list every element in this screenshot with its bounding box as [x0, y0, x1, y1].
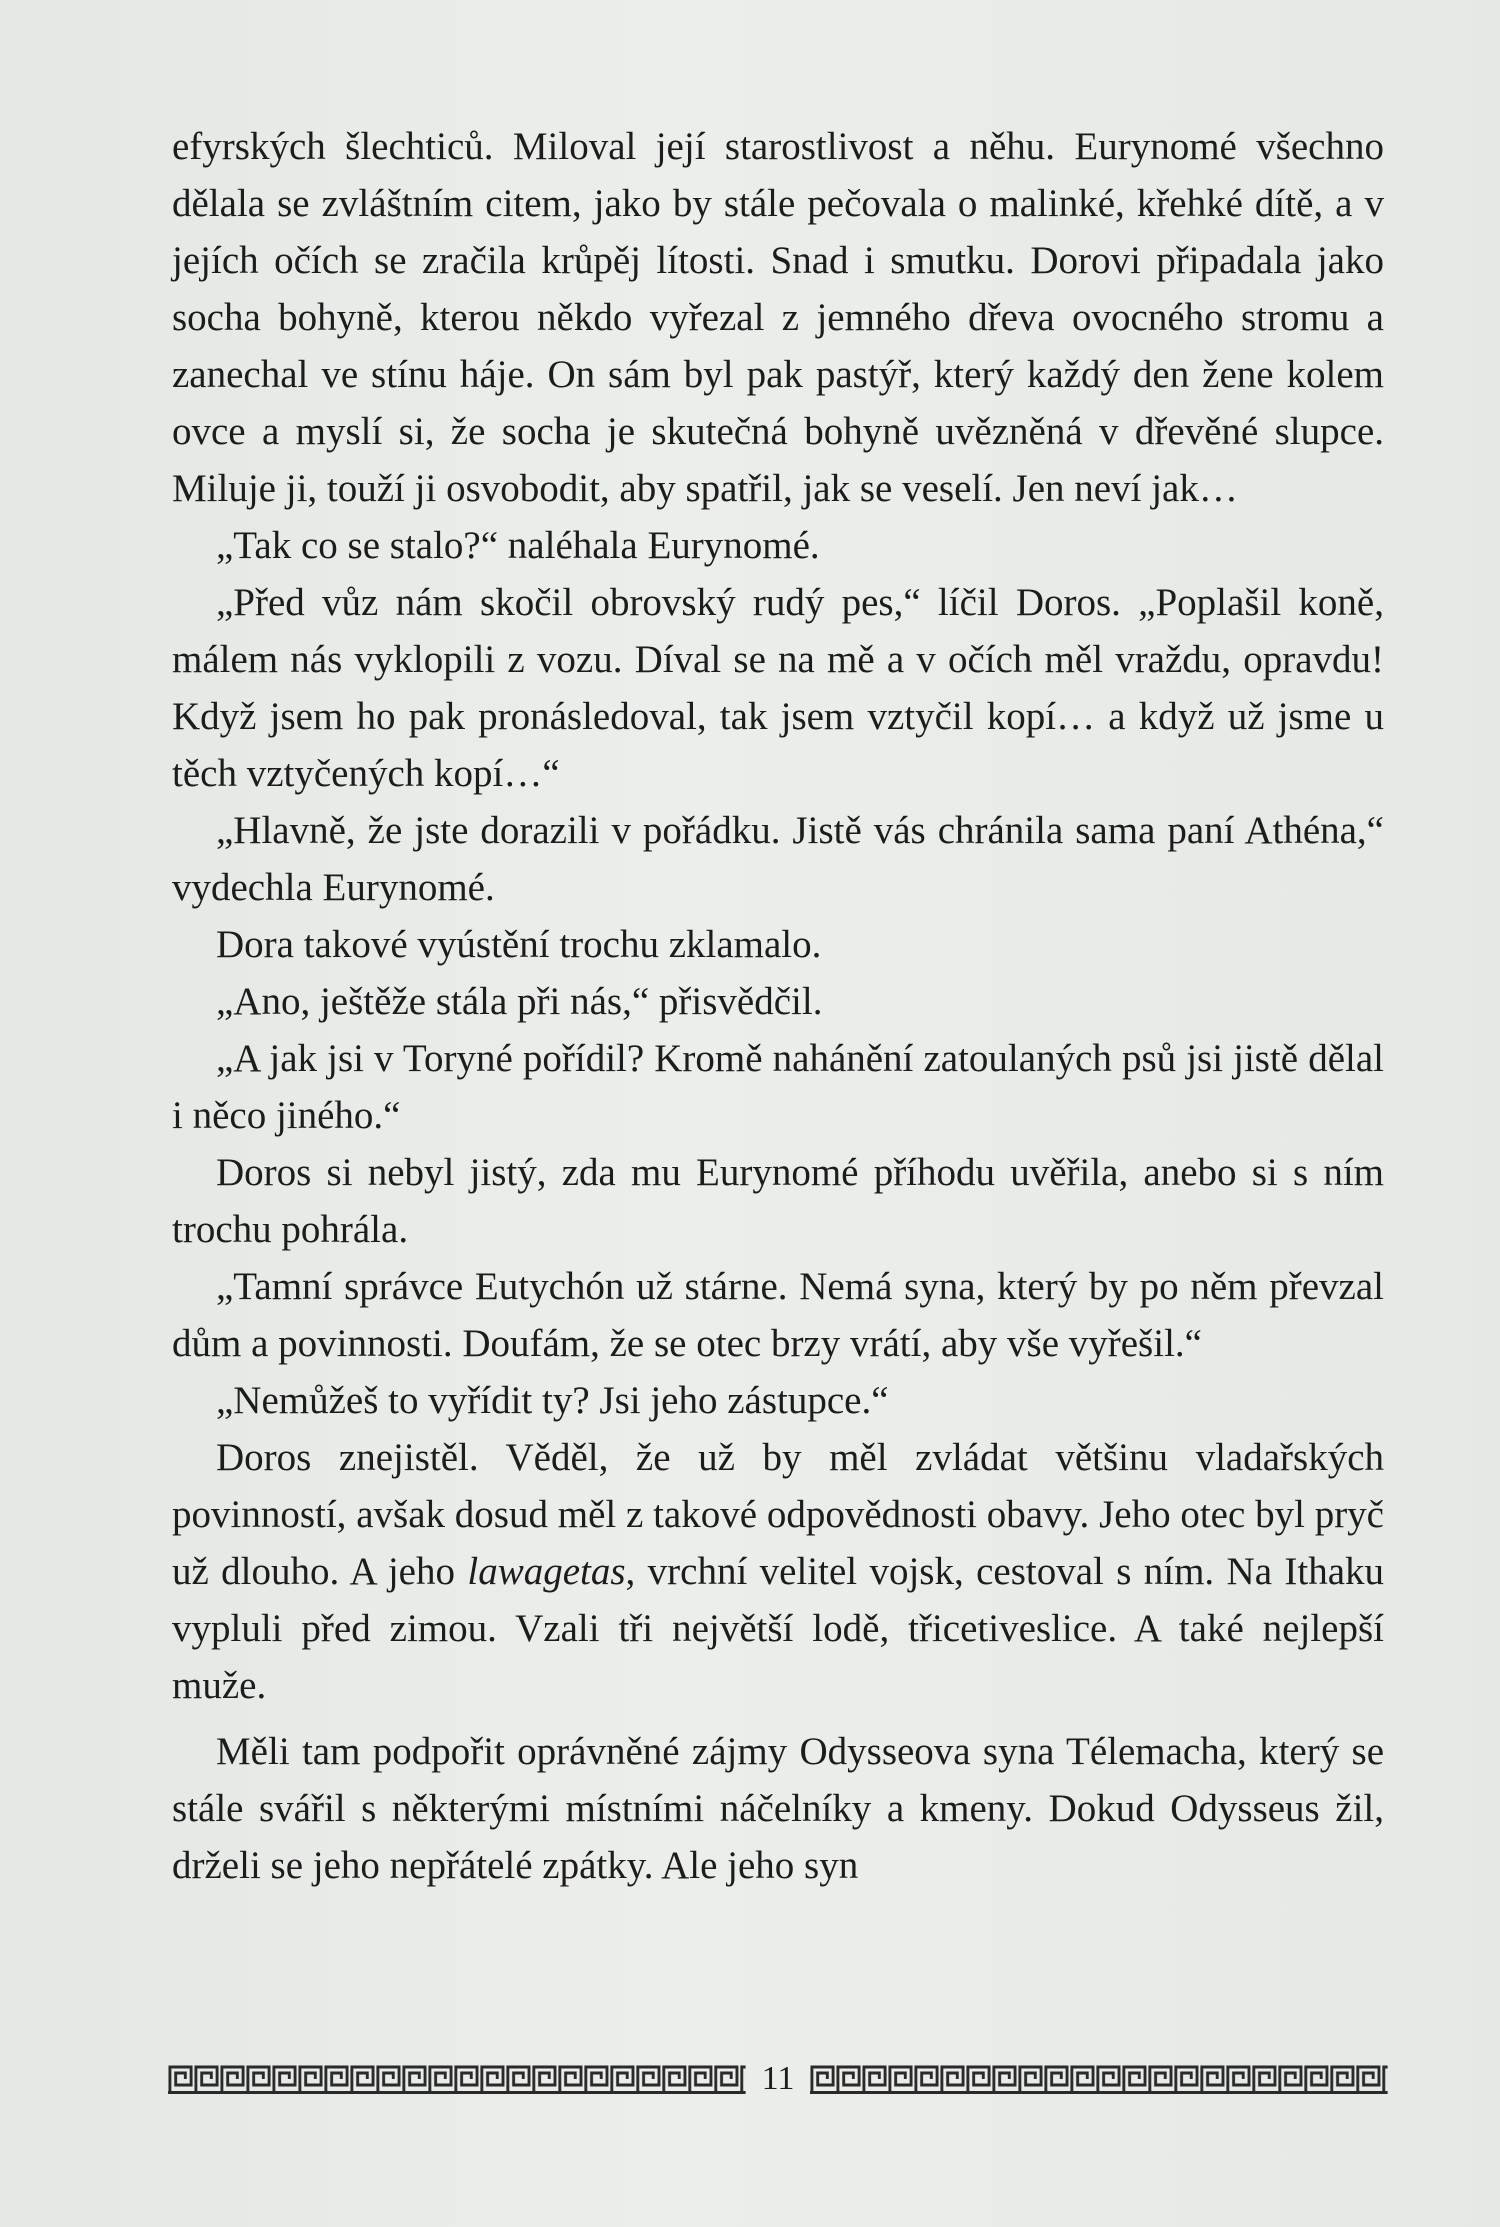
paragraph: „A jak jsi v Toryné pořídil? Kromě nahánění zatoulaných psů jsi jistě dělal i něco jiného.“ — [172, 1037, 1384, 1137]
italic-term: lawagetas — [467, 1550, 626, 1593]
paragraph: Doros si nebyl jistý, zda mu Eurynomé příhodu uvěřila, anebo si s ním trochu pohrála. — [172, 1151, 1384, 1251]
greek-key-ornament-right — [810, 2064, 1388, 2094]
paragraph: „Hlavně, že jste dorazili v pořádku. Jistě vás chránila sama paní Athéna,“ vydechla Eurynomé. — [172, 809, 1384, 909]
page-footer — [168, 2062, 1388, 2096]
paragraph — [172, 1429, 1384, 1714]
paragraph-text: , vrchní velitel vojsk, cestoval s ním. Na Ithaku vypluli před zimou. Vzali tři největší lodě, třicetiveslice. A také nejlepší muže. — [172, 1550, 1385, 1707]
paragraph: Měli tam podpořit oprávněné zájmy Odysseova syna Télemacha, který se stále svářil s některými místními náčelníky a kmeny. Dokud Odysseus žil, drželi se jeho nepřátelé zpátky. Ale jeho syn — [172, 1730, 1384, 1887]
paragraph-text: Doros znejistěl. Věděl, že už by měl zvládat většinu vladařských povinností, avšak dosud měl z takové odpovědnosti obavy. Jeho otec byl pryč už dlouho. A jeho — [172, 1436, 1384, 1593]
paragraph: „Tamní správce Eutychón už stárne. Nemá syna, který by po něm převzal dům a povinnosti. Doufám, že se otec brzy vrátí, aby vše vyřešil.“ — [172, 1265, 1384, 1365]
greek-key-ornament-left — [168, 2064, 746, 2094]
paragraph: „Před vůz nám skočil obrovský rudý pes,“ líčil Doros. „Poplašil koně, málem nás vyklopili z vozu. Díval se na mě a v očích měl vraždu, opravdu! Když jsem ho pak pronásledoval, tak jsem vztyčil kopí… a když už jsme u těch vztyčených kopí…“ — [172, 581, 1384, 795]
paragraph: Dora takové vyústění trochu zklamalo. — [216, 923, 822, 966]
paragraph: efyrských šlechticů. Miloval její starostlivost a něhu. Eurynomé všechno dělala se zvláštním citem, jako by stále pečovala o malinké, křehké dítě, a v jejích očích se zračila krůpěj lítosti. Snad i smutku. Dorovi připadala jako socha bohyně, kterou někdo vyřezal z jemného dřeva ovocného stromu a zanechal ve stínu háje. On sám byl pak pastýř, který každý den žene kolem ovce a myslí si, že socha je skutečná bohyně uvězněná v dřevěné slupce. Miluje ji, touží ji osvobodit, aby spatřil, jak se veselí. Jen neví jak… — [172, 125, 1384, 510]
page-number: 11 — [761, 2060, 795, 2097]
paragraph: „Ano, ještěže stála při nás,“ přisvědčil. — [216, 980, 823, 1023]
body-text — [172, 118, 1384, 1894]
paragraph: „Nemůžeš to vyřídit ty? Jsi jeho zástupce.“ — [216, 1379, 889, 1422]
paragraph: „Tak co se stalo?“ naléhala Eurynomé. — [216, 524, 820, 567]
